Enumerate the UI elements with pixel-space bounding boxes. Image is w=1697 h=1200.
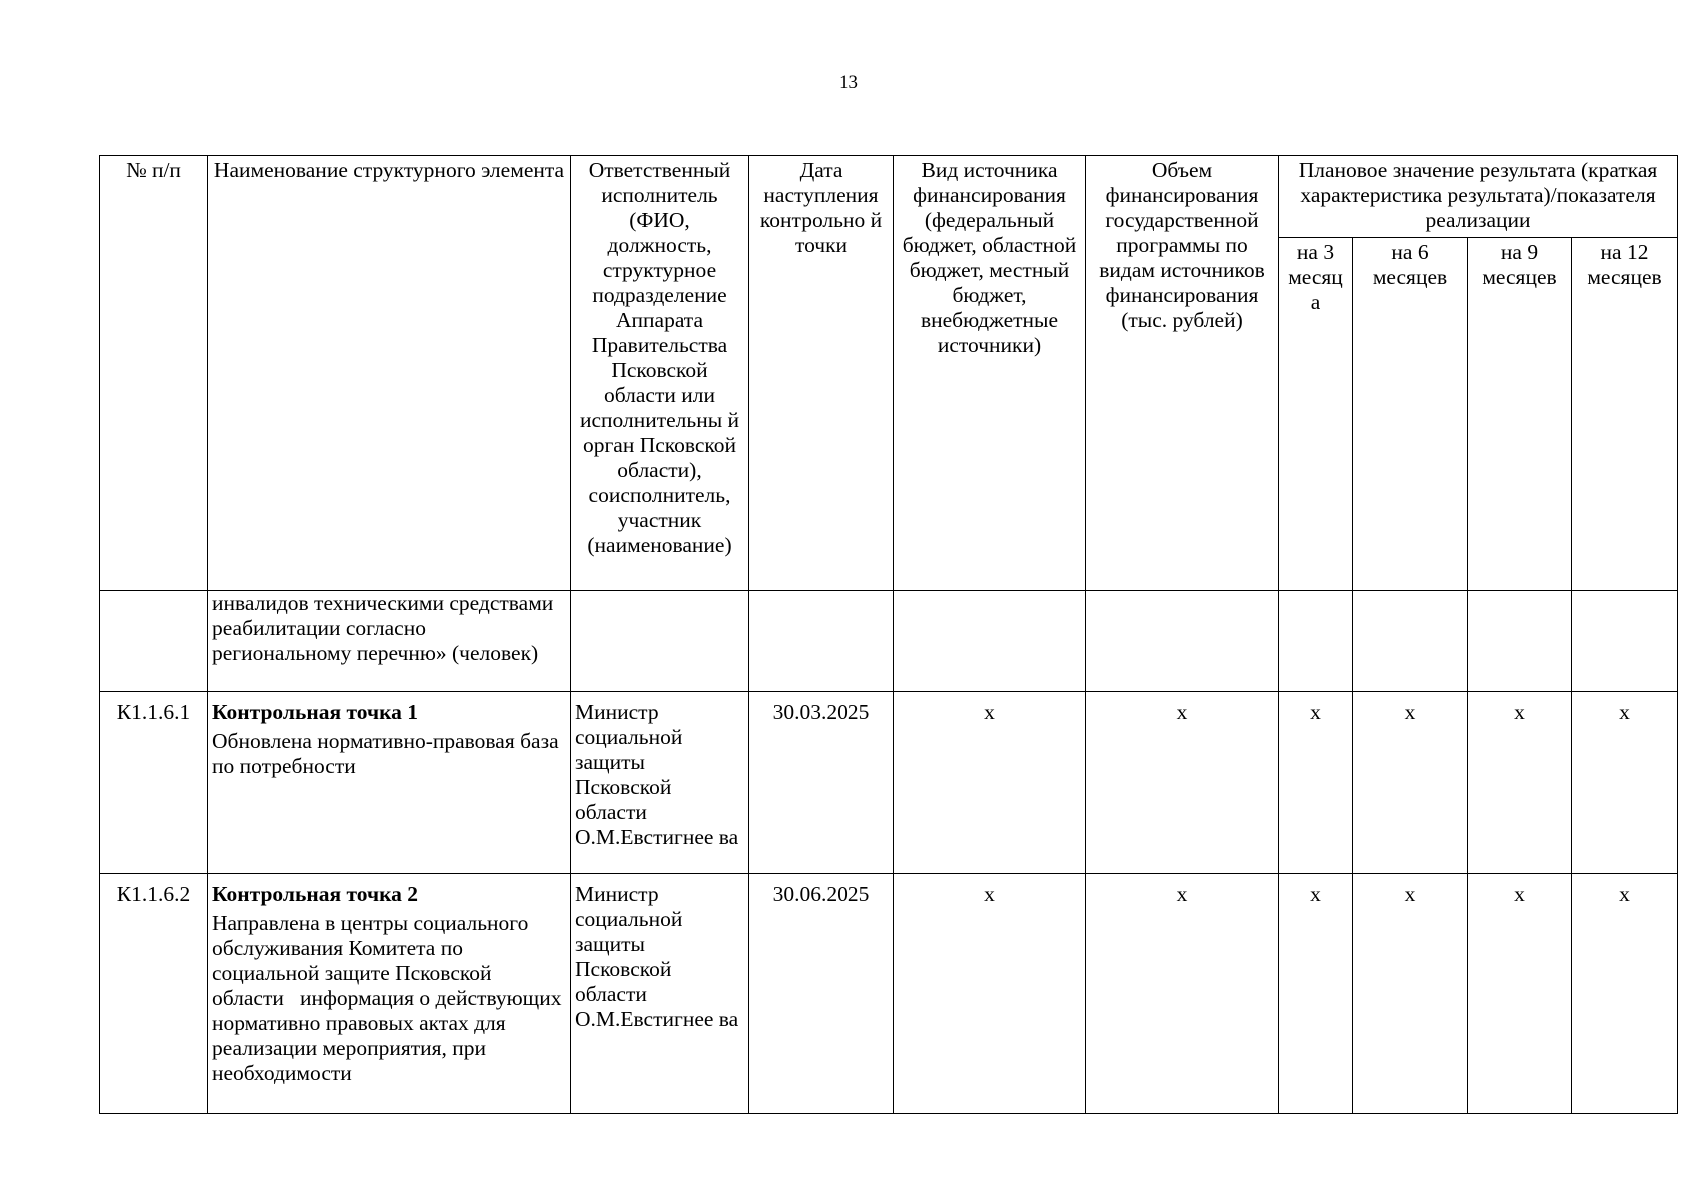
continuation-row [100,591,1678,692]
page-number: 13 [839,72,858,93]
row-volume: х [1086,874,1279,1114]
cell-empty [100,591,208,692]
cell-empty [1353,591,1468,692]
row-title: Контрольная точка 2 [212,882,419,906]
continuation-name: инвалидов техническими средствами реабилитации согласно региональному перечню» (человек) [208,591,571,692]
header-m3: на 3 месяц а [1279,238,1353,591]
row-text: Направлена в центры социального обслуживания Комитета по социальной защите Псковской области информация о действующих нормативно правовых актах для реализации мероприятия, при необходимости [212,911,567,1085]
row-source: х [894,874,1086,1114]
header-name: Наименование структурного элемента [208,156,571,591]
row-volume: х [1086,692,1279,874]
row-m9: х [1468,692,1572,874]
row-responsible: Министр социальной защиты Псковской области О.М.Евстигнее ва [571,692,749,874]
cell-empty [571,591,749,692]
row-responsible: Министр социальной защиты Псковской области О.М.Евстигнее ва [571,874,749,1114]
row-name [208,692,571,874]
cell-empty [1572,591,1678,692]
row-source: х [894,692,1086,874]
row-m6: х [1353,692,1468,874]
row-name [208,874,571,1114]
header-date: Дата наступления контрольно й точки [749,156,894,591]
row-title: Контрольная точка 1 [212,700,419,724]
row-m12: х [1572,692,1678,874]
cell-empty [894,591,1086,692]
row-m12: х [1572,874,1678,1114]
header-responsible: Ответственный исполнитель (ФИО, должность, структурное подразделение Аппарата Правительства Псковской области или исполнительны й орган Псковской области), соисполнитель, участник (наименование) [571,156,749,591]
row-m3: х [1279,692,1353,874]
row-date: 30.06.2025 [749,874,894,1114]
header-planned: Плановое значение результата (краткая характеристика результата)/показателя реализации [1279,156,1678,238]
table-row [100,874,1678,1114]
row-m9: х [1468,874,1572,1114]
cell-empty [1279,591,1353,692]
cell-empty [749,591,894,692]
row-date: 30.03.2025 [749,692,894,874]
header-m12: на 12 месяцев [1572,238,1678,591]
cell-empty [1086,591,1279,692]
header-num: № п/п [100,156,208,591]
row-num: К1.1.6.1 [100,692,208,874]
table-row [100,692,1678,874]
cell-empty [1468,591,1572,692]
row-num: К1.1.6.2 [100,874,208,1114]
header-m9: на 9 месяцев [1468,238,1572,591]
header-row [100,156,1678,238]
row-text: Обновлена нормативно-правовая база по потребности [212,729,559,778]
row-m6: х [1353,874,1468,1114]
row-m3: х [1279,874,1353,1114]
control-points-table [99,155,1678,1114]
header-volume: Объем финансирования государственной программы по видам источников финансирования (тыс. рублей) [1086,156,1279,591]
header-m6: на 6 месяцев [1353,238,1468,591]
header-source: Вид источника финансирования (федеральный бюджет, областной бюджет, местный бюджет, внебюджетные источники) [894,156,1086,591]
